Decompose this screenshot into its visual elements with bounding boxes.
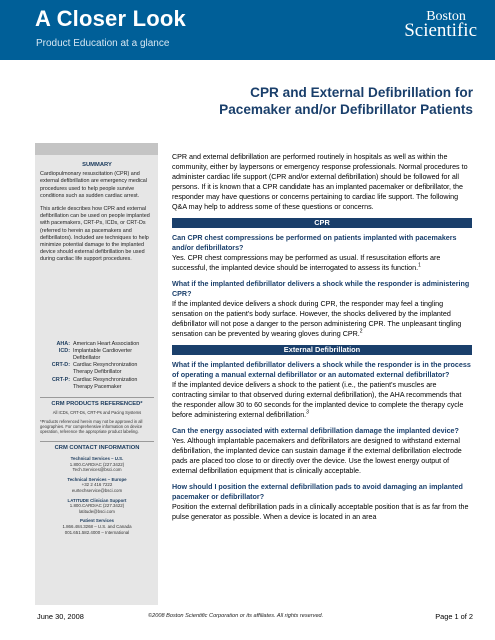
logo-line-1: Boston <box>426 9 466 24</box>
abbreviation-item <box>40 341 154 348</box>
answer-text: Yes. CPR chest compressions may be performed as usual. If resuscitation efforts are successful, the implanted device should be interrogated to assess its function. <box>172 254 441 272</box>
abbreviation-value: American Heart Association <box>73 340 140 347</box>
crm-contact-heading: CRM CONTACT INFORMATION <box>54 444 140 451</box>
boston-scientific-logo <box>404 9 477 41</box>
footnote-ref: 2 <box>359 328 363 335</box>
page-title <box>143 84 473 118</box>
contact-phone: 1.800.CARDIAC (227.3422) <box>69 503 125 509</box>
summary-heading: SUMMARY <box>82 162 112 168</box>
answer <box>172 299 472 339</box>
answer <box>172 253 472 273</box>
question: How should I position the external defibrillation pads to avoid damaging an implanted pacemaker or defibrillator? <box>172 483 463 501</box>
contact-block <box>40 518 154 535</box>
abbreviation-item <box>40 377 154 391</box>
abbreviation-item <box>40 348 154 362</box>
contact-block <box>40 498 154 515</box>
contact-phone: 1.866.484.3268 – U.S. and Canada <box>62 524 132 530</box>
section-header-cpr: CPR <box>172 218 472 228</box>
page-title-line-2: Pacemaker and/or Defibrillator Patients <box>219 102 473 117</box>
answer: Yes. Although implantable pacemakers and defibrillators are designed to withstand external defibrillation, the implanted device can sustain damage if the external defibrillation electrode pads are placed too close to or directly over the device. Use the lowest energy output of external defibrillation equipment that is clinically acceptable. <box>172 437 462 475</box>
contact-title: Technical Services – Europe <box>67 476 127 482</box>
contact-phone: 1.800.CARDIAC (227.3422) <box>69 461 125 467</box>
page-title-line-1: CPR and External Defibrillation for <box>250 85 473 100</box>
logo-line-2: Scientific <box>404 20 477 41</box>
question: What if the implanted defibrillator delivers a shock while the responder is in the process of operating a manual external defibrillator or an automated external defibrillator? <box>172 361 471 379</box>
question: Can CPR chest compressions be performed on patients implanted with pacemakers and/or defibrillators? <box>172 234 457 252</box>
crm-products-heading: CRM PRODUCTS REFERENCED* <box>51 401 143 408</box>
answer: Position the external defibrillation pads in a clinically acceptable position that is as far from the pulse generator as possible. When a device is located in an area <box>172 503 469 521</box>
contact-block <box>40 456 154 473</box>
abbreviation-value: Implantable Cardioverter Defibrillator <box>73 347 133 362</box>
intro-paragraph: CPR and external defibrillation are performed routinely in hospitals as well as within the community, either by laypersons or emergency response professionals. Normal procedures to administer cardiac life support (CPR and/or external defibrillation) should be followed for all persons. If it is known that a CPR candidate has an implanted pacemaker or defibrillator, the responder may have questions or concerns pertaining to cardiac life support. The following Q&A may help to address some of these questions or concerns. <box>172 153 468 211</box>
footer-date: June 30, 2008 <box>37 612 84 621</box>
main-content <box>172 152 472 528</box>
abbreviation-value: Cardiac Resynchronization Therapy Defibrillator <box>73 362 138 376</box>
publication-title: A Closer Look <box>35 6 186 31</box>
publication-subtitle: Product Education at a glance <box>36 38 170 49</box>
answer-text: If the implanted device delivers a shock during CPR, the responder may feel a tingling sensation on the patient's body surface. However, the shocks delivered by the implanted defibrillator will not pose a danger to the person administering CPR. The unpleasant tingling sensation can be prevented by wearing gloves during CPR. <box>172 300 462 338</box>
contact-phone: +32 2 416 7222 <box>81 482 113 488</box>
abbreviation-key: ICD: <box>58 347 70 354</box>
question: What if the implanted defibrillator delivers a shock while the responder is administering CPR? <box>172 280 470 298</box>
abbreviation-key: CRT-D: <box>51 362 70 369</box>
products-disclaimer: *Products referenced herein may not be approved in all geographies. For comprehensive information on device operation, reference the appropriate product labeling. <box>40 418 143 435</box>
sidebar-divider <box>40 397 154 398</box>
header-banner <box>0 0 495 60</box>
crm-products-text: All ICDs, CRT-Ds, CRT-Ps and Pacing Systems <box>52 410 142 416</box>
contact-phone-intl: 001.651.582.4000 – International <box>64 529 130 535</box>
abbreviation-list <box>40 341 154 391</box>
contact-block <box>40 477 154 494</box>
footnote-ref: 1 <box>418 262 421 269</box>
page-footer <box>0 609 495 629</box>
article-description: This article describes how CPR and external defibrillation can be used on people implanted with pacemakers, CRT-Ps, ICDs, or CRT-Ds (referred to herein as pacemakers and defibrillators). Included are techniques to help minimize potential damage to the implanted device should external defibrillation be used during cardiac life support procedures. <box>40 206 150 263</box>
contact-email[interactable]: latitude@bsci.com <box>79 508 115 514</box>
sidebar-top-band <box>35 143 158 155</box>
footer-copyright: ©2008 Boston Scientific Corporation or its affiliates. All rights reserved. <box>148 613 324 619</box>
contact-title: Patient Services <box>80 518 114 524</box>
question: Can the energy associated with external defibrillation damage the implanted device? <box>172 427 459 435</box>
summary-text: Cardiopulmonary resuscitation (CPR) and external defibrillation are emergency medical procedures used to help people survive conditions such as sudden cardiac arrest. <box>40 171 147 199</box>
footer-page-number: Page 1 of 2 <box>435 612 473 621</box>
contact-title: Technical Services – U.S. <box>70 456 124 462</box>
answer-text: If the implanted device delivers a shock to the patient (i.e., the patient's muscles are contracting similar to that observed during external defibrillation), the AHA recommends that the responder allow 30 to 60 seconds for the implanted device to complete the therapy cycle before administering external defibrillation. <box>172 381 464 419</box>
sidebar-divider <box>40 441 154 442</box>
abbreviation-key: CRT-P: <box>52 376 70 383</box>
contact-email[interactable]: Tech.Services@bsci.com <box>72 467 122 473</box>
footnote-ref: 3 <box>306 409 309 416</box>
contact-email[interactable]: eurtechservice@bsci.com <box>71 488 123 494</box>
answer <box>172 380 472 420</box>
section-header-external-defibrillation: External Defibrillation <box>172 345 472 355</box>
abbreviation-key: AHA: <box>56 340 70 347</box>
sidebar <box>35 143 158 605</box>
abbreviation-item <box>40 362 154 376</box>
abbreviation-value: Cardiac Resynchronization Therapy Pacemaker <box>73 376 138 390</box>
contact-title: LATITUDE Clinician Support <box>67 497 127 503</box>
